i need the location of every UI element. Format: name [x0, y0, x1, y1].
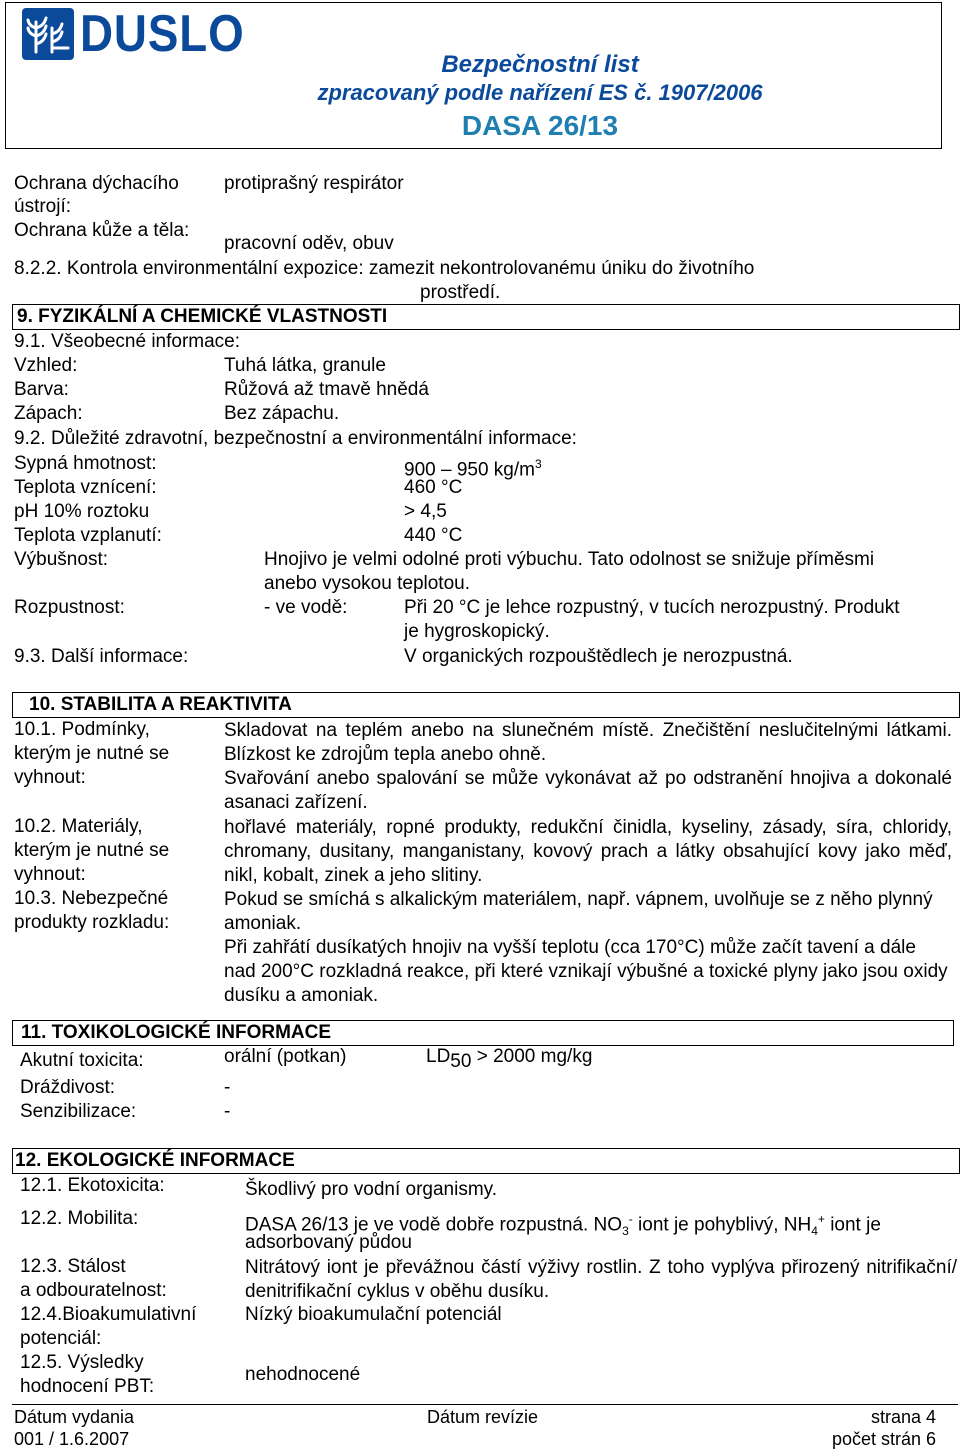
no3-charge: -	[628, 1212, 633, 1226]
bioacc-label-2: potenciál:	[20, 1328, 102, 1349]
degradability-label-1: 12.3. Stálost	[20, 1256, 126, 1277]
mobility-line2: adsorbovaný půdou	[245, 1232, 412, 1253]
odor-label: Zápach:	[14, 403, 83, 424]
sensitization-label: Senzibilizace:	[20, 1101, 137, 1122]
decomp-label-1: 10.3. Nebezpečné	[14, 888, 169, 909]
page-number: strana 4	[870, 1407, 936, 1427]
other-info-value: V organických rozpouštědlech je nerozpustná.	[404, 646, 793, 667]
irritation-label: Dráždivost:	[20, 1077, 116, 1098]
explosivity-line1: Hnojivo je velmi odolné proti výbuchu. Tato odolnost se snižuje příměsmi	[264, 549, 875, 570]
section-12-title: 12. EKOLOGICKÉ INFORMACE	[15, 1150, 295, 1171]
flash-label: Teplota vzplanutí:	[14, 525, 162, 546]
skin-label: Ochrana kůže a těla:	[14, 220, 190, 241]
wheat-icon	[22, 8, 74, 60]
decomp-text-1: Pokud se smíchá s alkalickým materiálem, např. vápnem, uvolňuje se z něho plynný amoniak.	[224, 889, 933, 934]
issue-date-value: 001 / 1.6.2007	[14, 1429, 130, 1449]
product-name: DASA 26/13	[461, 110, 619, 141]
cond-label-3: vyhnout:	[14, 767, 86, 788]
decomp-label-2: produkty rozkladu:	[14, 912, 170, 933]
color-value: Růžová až tmavě hnědá	[224, 379, 429, 400]
section-9-heading	[12, 304, 960, 330]
resp-label-2: ústrojí:	[14, 196, 72, 217]
footer-divider	[12, 1404, 958, 1405]
mobility-label: 12.2. Mobilita:	[20, 1208, 139, 1229]
ph-value: > 4,5	[404, 501, 447, 522]
ecotox-label: 12.1. Ekotoxicita:	[20, 1175, 165, 1196]
ld50-value	[426, 1046, 592, 1073]
bulk-density-number: 900 – 950 kg/m	[404, 459, 535, 481]
ld-subscript: 50	[450, 1050, 472, 1072]
revision-date-label: Dátum revízie	[427, 1407, 539, 1427]
cond-label-2: kterým je nutné se	[14, 743, 170, 764]
nh4-subscript: 4	[811, 1224, 818, 1239]
resp-label-1: Ochrana dýchacího	[14, 173, 179, 194]
irritation-value: -	[224, 1077, 231, 1098]
acute-label: Akutní toxicita:	[20, 1050, 144, 1071]
skin-value: pracovní oděv, obuv	[224, 233, 394, 254]
solubility-water-label: - ve vodě:	[264, 597, 348, 618]
explosivity-line2: anebo vysokou teplotou.	[264, 573, 470, 594]
bioacc-label-1: 12.4.Bioakumulativní	[20, 1304, 197, 1325]
sub-9-2: 9.2. Důležité zdravotní, bezpečnostní a environmentální informace:	[14, 428, 577, 449]
ld-text: LD	[426, 1046, 451, 1067]
solubility-line2: je hygroskopický.	[404, 621, 550, 642]
env-exposure-line1: 8.2.2. Kontrola environmentální expozice: zamezit nekontrolovanému úniku do životního	[14, 258, 755, 279]
resp-value: protiprašný respirátor	[224, 173, 404, 194]
explosivity-label: Výbušnost:	[14, 549, 108, 570]
ignition-label: Teplota vznícení:	[14, 477, 157, 498]
conditions-text-2: Svařování anebo spalování se může vykonávat až po odstranění hnojiva a dokonalé asanaci zařízení.	[224, 768, 952, 813]
degradability-text: Nitrátový iont je převážnou částí výživy rostlin. Z toho vyplýva přirozený nitrifikační/ denitrifikační cyklus v oběhu dusíku.	[245, 1257, 957, 1302]
acute-route: orální (potkan)	[224, 1046, 347, 1067]
conditions-text-1: Skladovat na teplém anebo na slunečném místě. Znečištění neslučitelnými látkami. Blízkost ke zdrojům tepla anebo ohně.	[224, 720, 952, 765]
doc-subtitle: zpracovaný podle nařízení ES č. 1907/2006	[317, 80, 763, 105]
pbt-label-1: 12.5. Výsledky	[20, 1352, 144, 1373]
bulk-density-exponent: 3	[534, 457, 542, 471]
ignition-value: 460 °C	[404, 477, 463, 498]
flash-value: 440 °C	[404, 525, 463, 546]
env-exposure-line2: prostředí.	[420, 282, 501, 303]
mat-label-3: vyhnout:	[14, 864, 86, 885]
bioacc-value: Nízký bioakumulační potenciál	[245, 1304, 502, 1325]
appearance-value: Tuhá látka, granule	[224, 355, 386, 376]
other-info-label: 9.3. Další informace:	[14, 646, 189, 667]
pbt-value: nehodnocené	[245, 1364, 361, 1385]
brand-name: DUSLO	[80, 5, 245, 63]
section-11-heading	[12, 1020, 954, 1046]
appearance-label: Vzhled:	[14, 355, 78, 376]
section-10-heading	[12, 692, 960, 718]
mat-label-1: 10.2. Materiály,	[14, 816, 143, 837]
section-11-title: 11. TOXIKOLOGICKÉ INFORMACE	[21, 1022, 332, 1043]
solubility-line1: Při 20 °C je lehce rozpustný, v tucích nerozpustný. Produkt	[404, 597, 900, 618]
nh4-charge: +	[817, 1212, 825, 1226]
pbt-label-2: hodnocení PBT:	[20, 1376, 155, 1397]
decomp-text-2: Při zahřátí dusíkatých hnojiv na vyšší teplotu (cca 170°C) může začít tavení a dále nad 200°C rozkladná reakce, při které vznikají výbušné a toxické plyny jako jsou oxidy dusíku a amoniak.	[224, 937, 948, 1006]
degradability-label-2: a odbouratelnost:	[20, 1280, 167, 1301]
ld-number: > 2000 mg/kg	[476, 1046, 593, 1067]
ecotox-value: Škodlivý pro vodní organismy.	[245, 1179, 498, 1200]
no3-subscript: 3	[622, 1224, 629, 1239]
ph-label: pH 10% roztoku	[14, 501, 150, 522]
odor-value: Bez zápachu.	[224, 403, 340, 424]
doc-title: Bezpečnostní list	[441, 51, 639, 78]
section-9-title: 9. FYZIKÁLNÍ A CHEMICKÉ VLASTNOSTI	[17, 306, 388, 327]
issue-date-label: Dátum vydania	[14, 1407, 135, 1427]
section-10-title: 10. STABILITA A REAKTIVITA	[29, 694, 292, 715]
mobility-text-b: iont je pohyblivý, NH	[632, 1214, 812, 1236]
mat-label-2: kterým je nutné se	[14, 840, 170, 861]
materials-text: hořlavé materiály, ropné produkty, redukční činidla, kyseliny, zásady, síra, chloridy, chromany, dusitany, manganistany, kovový prach a látky obsahující kovy jako měď, nikl, kobalt, zinek a jeho slitiny.	[224, 817, 952, 886]
solubility-label: Rozpustnost:	[14, 597, 125, 618]
sensitization-value: -	[224, 1101, 231, 1122]
page-count: počet strán 6	[831, 1429, 936, 1449]
mobility-text-c: iont je	[824, 1214, 881, 1236]
color-label: Barva:	[14, 379, 69, 400]
bulk-density-label: Sypná hmotnost:	[14, 453, 157, 474]
sub-9-1: 9.1. Všeobecné informace:	[14, 331, 241, 352]
cond-label-1: 10.1. Podmínky,	[14, 719, 150, 740]
mobility-text-a: DASA 26/13 je ve vodě dobře rozpustná. NO	[245, 1214, 623, 1236]
section-12-heading	[12, 1148, 960, 1174]
